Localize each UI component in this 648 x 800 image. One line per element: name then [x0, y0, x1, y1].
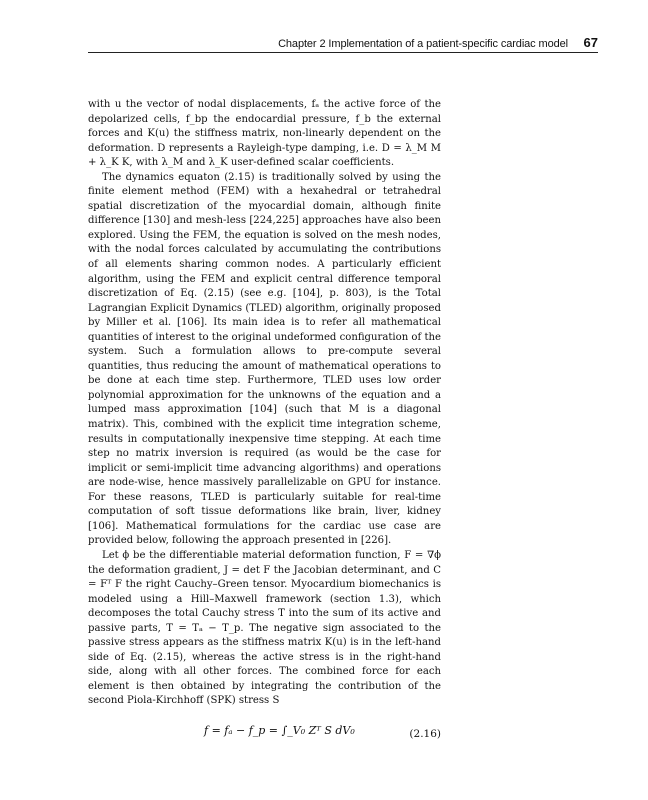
- equation-expression: f = fₐ − f_p = ∫_V₀ Zᵀ S dV₀: [204, 724, 355, 737]
- chapter-title: Chapter 2 Implementation of a patient-specific cardiac model: [278, 38, 568, 50]
- body-text: [88, 98, 441, 709]
- page-number: 67: [583, 35, 598, 50]
- equation-number: (2.16): [409, 728, 441, 740]
- paragraph-1: with u the vector of nodal displacements, fₐ the active force of the depolarized cells, f_bp the endocardial pressure, f_b the external forces and K(u) the stiffness matrix, non-linearly dependent on the deformation. D represents a Rayleigh-type damping, i.e. D = λ_M M + λ_K K, with λ_M and λ_K user-defined scalar coefficients.: [88, 99, 441, 169]
- running-header: [88, 34, 598, 53]
- equation-block: [88, 722, 441, 752]
- paragraph-2: The dynamics equaton (2.15) is traditionally solved by using the finite element method (FEM) with a hexahedral or tetrahedral spatial discretization of the myocardial domain, although finite difference [130] and mesh-less [224,225] approaches have also been explored. Using the FEM, the equation is solved on the mesh nodes, with the nodal forces calculated by accumulating the contributions of all elements sharing common nodes. A particularly efficient algorithm, using the FEM and explicit central difference temporal discretization of Eq. (2.15) (see e.g. [104], p. 803), is the Total Lagrangian Explicit Dynamics (TLED) algorithm, originally proposed by Miller et al. [106]. Its main idea is to refer all mathematical quantities of interest to the original undeformed configuration of the system. Such a formulation allows to pre-compute several quantities, thus reducing the amount of mathematical operations to be done at each time step. Furthermore, TLED uses low order polynomial approximation for the unknowns of the equation and a lumped mass approximation [104] (such that M is a diagonal matrix). This, combined with the explicit time integration scheme, results in computationally inexpensive time stepping. At each time step no matrix inversion is required (as would be the case for implicit or semi-implicit time advancing algorithms) and operations are node-wise, hence massively parallelizable on GPU for instance. For these reasons, TLED is particularly suitable for real-time computation of soft tissue deformations like brain, liver, kidney [106]. Mathematical formulations for the cardiac use case are provided below, following the approach presented in [226].: [88, 171, 441, 547]
- paragraph-3: Let ϕ be the differentiable material deformation function, F = ∇ϕ the deformation gradient, J = det F the Jacobian determinant, and C = Fᵀ F the right Cauchy–Green tensor. Myocardium biomechanics is modeled using a Hill–Maxwell framework (section 1.3), which decomposes the total Cauchy stress T into the sum of its active and passive parts, T = Tₐ − T_p. The negative sign associated to the passive stress appears as the stiffness matrix K(u) is in the left-hand side of Eq. (2.15), whereas the active stress is in the right-hand side, along with all other forces. The combined force for each element is then obtained by integrating the contribution of the second Piola-Kirchhoff (SPK) stress S: [88, 549, 441, 707]
